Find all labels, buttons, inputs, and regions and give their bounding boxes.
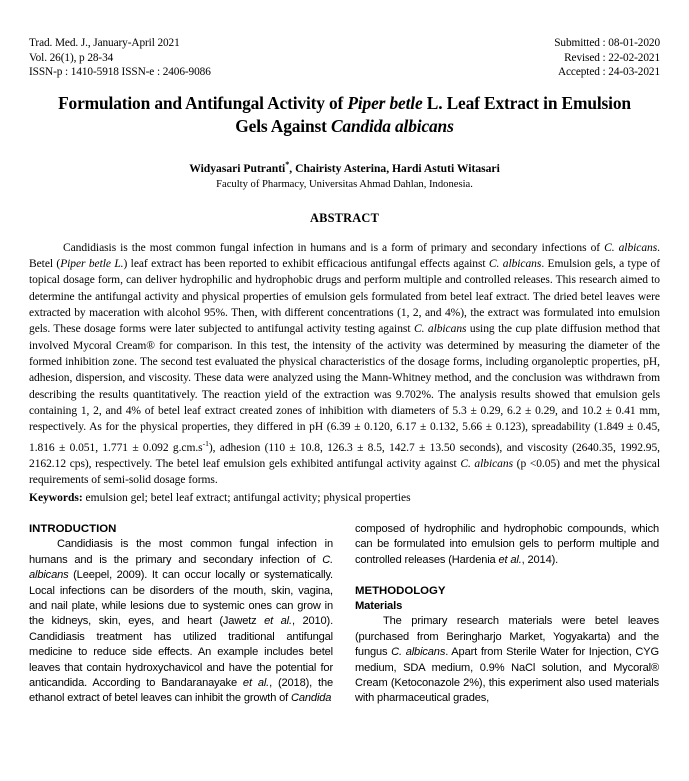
materials-seg-2: . Apart from Sterile Water for Injection, CYG medium, SDA medium, 0.9% NaCl solution, and Mycoral® Cream (Ketoconazole 2%), this experiment also used materials with pharmaceutical grades, xyxy=(355,646,660,705)
keywords-line xyxy=(29,490,660,506)
body-columns xyxy=(29,522,660,707)
left-column xyxy=(29,522,333,707)
intro-italic-3: et al. xyxy=(242,677,270,690)
abstract-seg-5: using the cup plate diffusion method that involved Mycoral Cream® for comparison. In this test, the intensity of the activity was determined by measuring the diameter of the formed inhibition zone. The second test evaluated the physical characteristics of the dosage forms, including organoleptic properties, pH, adhesion, dispersion, and viscosity. These data were analyzed using the Mann-Whitney method, and the conclusion was withdrawn from describing the results quantitatively. The reaction yield of the extraction was 9.702%. The analysis results showed that emulsion gels containing 1, 2, and 4% of betel leaf extract created zones of inhibition with diameters of 5.3 ± 0.29, 6.2 ± 0.29, and 10.2 ± 0.41 mm, respectively. As for the physical properties, they differed in pH (6.39 ± 0.120, 6.17 ± 0.132, 5.66 ± 0.123), spreadability (1.849 ± 0.45, 1.816 ± 0.051, 1.771 ± 0.092 g.cm.s xyxy=(29,323,660,454)
journal-info xyxy=(29,36,211,80)
abstract-italic-2: Piper betle L. xyxy=(60,257,124,270)
abstract-seg-6: ), adhesion (110 ± 10.8, 126.3 ± 8.5, 142.7 ± 13.50 seconds), and viscosity (2640.35, 1992.95, 2162.12 cps), respectively. The betel leaf emulsion gels exhibited antifungal activity against xyxy=(29,441,660,470)
author-first: Widyasari Putranti xyxy=(189,161,286,175)
author-rest: , Chairisty Asterina, Hardi Astuti Witasari xyxy=(289,161,500,175)
title-species-1: Piper betle xyxy=(347,92,423,113)
issn-line: ISSN-p : 1410-5918 ISSN-e : 2406-9086 xyxy=(29,66,211,79)
right-italic-1: et al. xyxy=(498,553,522,566)
materials-seg-1: The primary research materials were betel leaves (purchased from Beringharjo Market, Yogyakarta) and the fungus xyxy=(355,615,659,659)
intro-seg-4: , (2018), the ethanol extract of betel leaves can inhibit the growth of xyxy=(29,677,333,705)
right-seg-2: , 2014). xyxy=(521,553,559,566)
accepted-date: Accepted : 24-03-2021 xyxy=(557,66,660,79)
abstract-heading: ABSTRACT xyxy=(309,210,380,225)
right-column xyxy=(355,522,659,707)
abstract-italic-4: C. albicans xyxy=(413,323,467,336)
section-heading-methodology: METHODOLOGY xyxy=(355,584,446,597)
materials-italic-1: C. albicans xyxy=(391,646,446,659)
abstract-seg-7: (p <0.05) and met the physical requirements of semi-solid dosage forms. xyxy=(29,457,660,487)
affiliation: Faculty of Pharmacy, Universitas Ahmad Dahlan, Indonesia. xyxy=(216,178,473,190)
abstract-italic-5: C. albicans xyxy=(460,457,514,470)
title-part-2: L. Leaf Extract in Emulsion Gels Against xyxy=(235,92,631,136)
abstract-seg-2: . Betel ( xyxy=(29,241,660,270)
intro-seg-3: , 2010). Candidiasis treatment has utilized traditional antifungal medicine to reduce side effects. An example includes betel leaves that contain hydroxychavicol and have the potential for anticandida. According to Bandaranayake xyxy=(29,615,334,690)
keywords-value: emulsion gel; betel leaf extract; antifungal activity; physical properties xyxy=(82,491,411,504)
corresponding-author-marker: * xyxy=(285,159,290,169)
submitted-date: Submitted : 08-01-2020 xyxy=(554,37,660,49)
abstract-italic-3: C. albicans xyxy=(488,257,542,270)
submission-dates xyxy=(554,36,660,80)
intro-italic-2: et al. xyxy=(264,615,292,628)
abstract-seg-1: Candidiasis is the most common fungal infection in humans and is a form of primary and secondary infections of xyxy=(63,241,605,254)
page-title xyxy=(45,92,645,138)
subsection-heading-materials: Materials xyxy=(355,599,403,612)
paragraph-spacer xyxy=(355,568,659,583)
abstract-italic-1: C. albicans xyxy=(604,241,658,254)
abstract-seg-4: . Emulsion gels, a type of topical dosage form, can deliver hydrophilic and hydrophobic drugs and perform multiple and controlled releases. This research aimed to determine the antifungal activity and physical properties of emulsion gels formulated from betel leaf extract. The dried betel leaves were extracted by maceration with alcohol 95%. Then, with different concentrations (1, 2, and 4%), the extract was formulated into emulsion gels. These dosage forms were later subjected to antifungal activity testing against xyxy=(29,257,660,336)
revised-date: Revised : 22-02-2021 xyxy=(564,51,660,64)
materials-paragraph xyxy=(355,614,659,706)
intro-italic-4: Candida xyxy=(291,692,332,705)
keywords-label: Keywords: xyxy=(29,491,83,504)
abstract-superscript-1: -1 xyxy=(202,438,209,448)
author-list xyxy=(29,157,660,176)
introduction-paragraph xyxy=(29,537,333,706)
title-species-2: Candida albicans xyxy=(330,115,454,136)
abstract-body xyxy=(29,240,660,489)
intro-italic-1: C. albicans xyxy=(29,553,333,582)
right-continued-paragraph xyxy=(355,522,659,568)
intro-seg-2: (Leepel, 2009). It can occur locally or systematically. Local infections can be disorders of the mouth, skin, vagina, and nail plate, while lesions due to systemic ones can grow in the kidneys, skin, eyes, and heart (Jawetz xyxy=(29,569,333,628)
right-seg-1: composed of hydrophilic and hydrophobic compounds, which can be formulated into emulsion gels to perform multiple and controlled releases (Hardenia xyxy=(355,522,659,566)
abstract-seg-3: ) leaf extract has been reported to exhibit efficacious antifungal effects against xyxy=(123,257,489,270)
section-heading-introduction: INTRODUCTION xyxy=(29,522,117,535)
journal-name-line: Trad. Med. J., January-April 2021 xyxy=(29,37,180,49)
volume-line: Vol. 26(1), p 28-34 xyxy=(29,51,114,64)
title-part-1: Formulation and Antifungal Activity of xyxy=(58,92,348,113)
masthead xyxy=(29,0,660,80)
intro-seg-1: Candidiasis is the most common fungal infection in humans and is the primary and secondary infection of xyxy=(29,538,333,566)
